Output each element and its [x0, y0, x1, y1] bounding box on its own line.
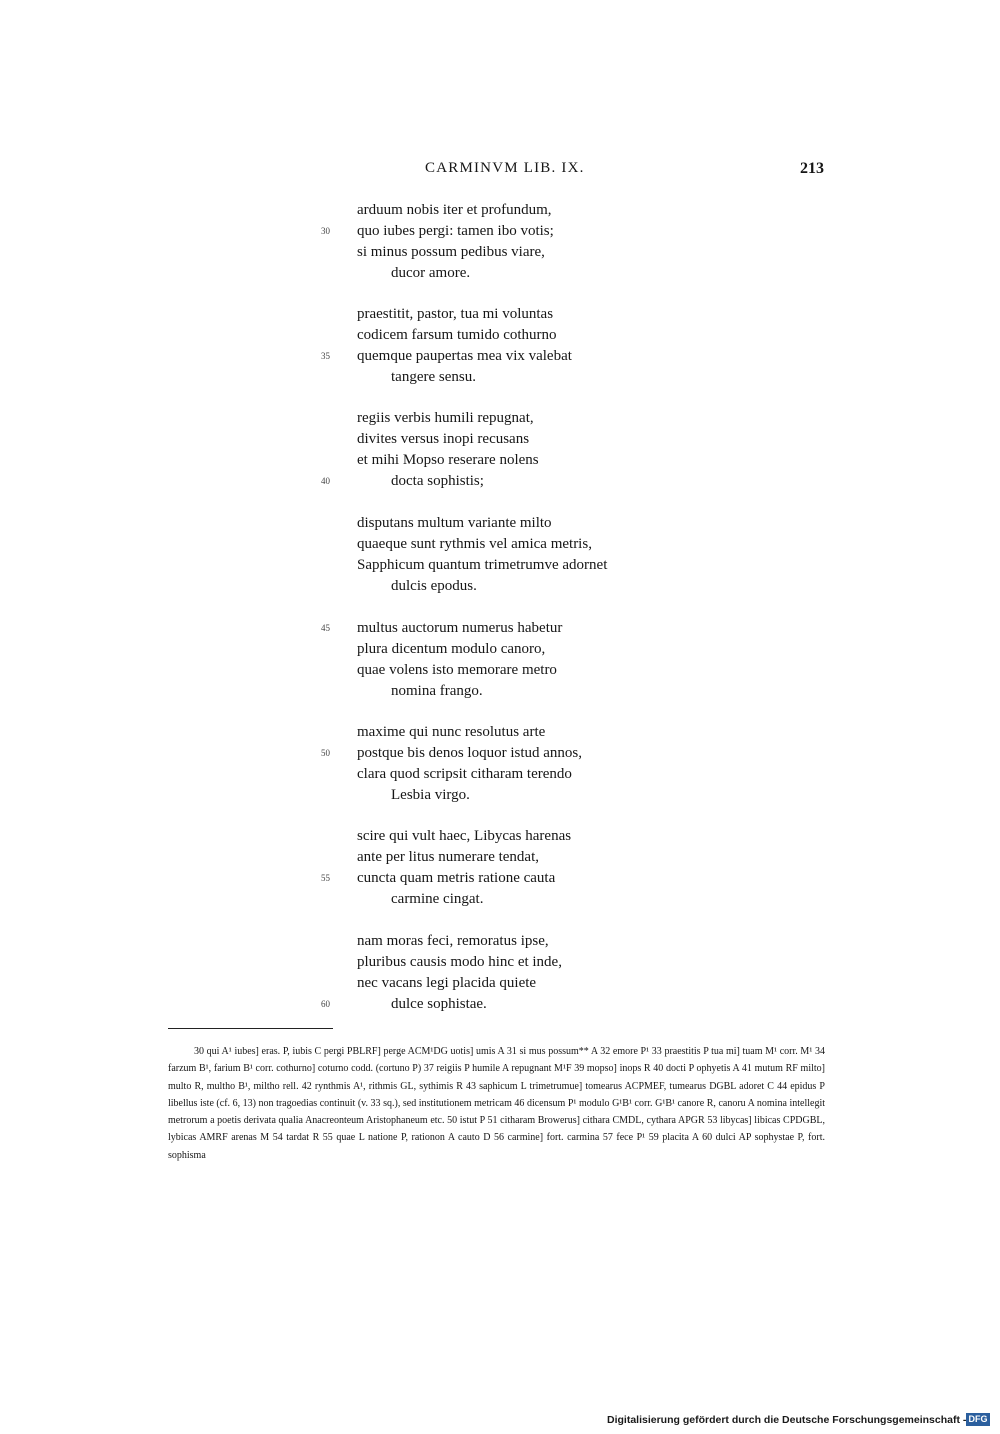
- stanza: [321, 304, 777, 388]
- verse-text: quo iubes pergi: tamen ibo votis;: [357, 223, 554, 239]
- line-number: 40: [321, 476, 330, 486]
- verse-text: et mihi Mopso reserare nolens: [357, 452, 539, 468]
- verse-line: [357, 325, 777, 346]
- verse-line: [357, 681, 777, 702]
- verse-text: disputans multum variante milto: [357, 515, 552, 531]
- line-number: 30: [321, 226, 330, 236]
- stanza: [321, 722, 777, 806]
- verse-line: [357, 200, 777, 221]
- verse-line: [357, 973, 777, 994]
- verse-text: ducor amore.: [391, 265, 471, 281]
- verse-line: [357, 847, 777, 868]
- verse-line: [357, 304, 777, 325]
- verse-text: plura dicentum modulo canoro,: [357, 641, 546, 657]
- line-number: 35: [321, 351, 330, 361]
- verse-line: [357, 367, 777, 388]
- verse-text: postque bis denos loquor istud annos,: [357, 745, 582, 761]
- verse-text: nomina frango.: [391, 683, 483, 699]
- verse-line: [357, 513, 777, 534]
- verse-text: dulce sophistae.: [391, 996, 487, 1012]
- verse-line: [321, 346, 777, 367]
- digitization-credit: Digitalisierung gefördert durch die Deutsche Forschungsgemeinschaft -: [607, 1414, 967, 1426]
- line-number: 50: [321, 748, 330, 758]
- verse-text: tangere sensu.: [391, 369, 476, 385]
- verse-text: cuncta quam metris ratione cauta: [357, 870, 556, 886]
- verse-line: [321, 471, 777, 492]
- verse-text: pluribus causis modo hinc et inde,: [357, 954, 562, 970]
- verse-text: quae volens isto memorare metro: [357, 662, 557, 678]
- verse-text: divites versus inopi recusans: [357, 431, 530, 447]
- apparatus-text: 30 qui A¹ iubes] eras. P, iubis C pergi PBLRF] perge ACM¹DG uotis] umis A 31 si mus possum** A 32 emore P¹ 33 praestitis P tua mi] tuam M¹ corr. M¹ 34 farzum B¹, farium B¹ corr. cothurno] coturno codd. (cortuno P) 37 reigiis P humile A repugnant M¹F 39 mopso] inops R 40 docti P ophyetis A 41 mutum RF milto] multo R, multho B¹, miltho rell. 42 rynthmis A¹, rithmis GL, sythimis R 43 saphicum L trimetrumue] tomearus ACPMEF, tumearus DGBL adoret C 44 epidus P libellus iste (cf. 6, 13) non tragoedias continuit (v. 33 sq.), sed institutionem metricam 46 dicensum P¹ modulo G¹B¹ corr. G¹B¹ canore R, canoru A nomina intellegit metrorum a poetis derivata qualia Anacreonteum Aristophaneum etc. 50 istut P 51 citharam Browerus] cithara CMDL, cythara APGR 53 libycas] libicas CPDGBL, lybicas AMRF arenas M 54 tardat R 55 quae L natione P, rationon A cauto D 56 carmine] fort. carmina 57 fece P¹ 59 placita A 60 dulci AP sophystae P, fort. sophisma: [168, 1046, 825, 1161]
- verse-line: [357, 429, 777, 450]
- verse-line: [357, 889, 777, 910]
- verse-text: arduum nobis iter et profundum,: [357, 202, 552, 218]
- verse-line: [321, 743, 777, 764]
- verse-text: Lesbia virgo.: [391, 787, 470, 803]
- page-number: 213: [800, 160, 824, 177]
- verse-line: [357, 639, 777, 660]
- running-title: CARMINVM LIB. IX.: [425, 160, 585, 176]
- verse-text: clara quod scripsit citharam terendo: [357, 766, 572, 782]
- verse-text: nec vacans legi placida quiete: [357, 975, 537, 991]
- stanza: [321, 826, 777, 910]
- verse-text: dulcis epodus.: [391, 578, 477, 594]
- verse-text: si minus possum pedibus viare,: [357, 244, 545, 260]
- verse-text: carmine cingat.: [391, 891, 484, 907]
- stanza: [357, 513, 777, 597]
- footnote-rule: [168, 1028, 333, 1029]
- verse-text: quemque paupertas mea vix valebat: [357, 348, 572, 364]
- verse-text: ante per litus numerare tendat,: [357, 849, 540, 865]
- line-number: 55: [321, 873, 330, 883]
- verse-line: [357, 242, 777, 263]
- verse-text: maxime qui nunc resolutus arte: [357, 724, 546, 740]
- verse-line: [357, 534, 777, 555]
- verse-text: nam moras feci, remoratus ipse,: [357, 933, 549, 949]
- verse-line: [321, 868, 777, 889]
- stanza: [321, 200, 777, 284]
- verse-line: [321, 618, 777, 639]
- verse-text: codicem farsum tumido cothurno: [357, 327, 557, 343]
- verse-text: regiis verbis humili repugnat,: [357, 410, 534, 426]
- verse-line: [357, 555, 777, 576]
- verse-text: scire qui vult haec, Libycas harenas: [357, 828, 572, 844]
- dfg-logo-icon: DFG: [966, 1413, 990, 1426]
- verse-text: multus auctorum numerus habetur: [357, 620, 563, 636]
- verse-line: [357, 660, 777, 681]
- stanza: [321, 408, 777, 492]
- verse-text: docta sophistis;: [391, 473, 484, 489]
- verse-text: praestitit, pastor, tua mi voluntas: [357, 306, 554, 322]
- critical-apparatus: [168, 1043, 825, 1164]
- verse-line: [357, 263, 777, 284]
- stanza: [321, 618, 777, 702]
- line-number: 45: [321, 623, 330, 633]
- verse-text: Sapphicum quantum trimetrumve adornet: [357, 557, 608, 573]
- stanza: [321, 931, 777, 1015]
- verse-text: quaeque sunt rythmis vel amica metris,: [357, 536, 592, 552]
- line-number: 60: [321, 999, 330, 1009]
- verse-line: [357, 450, 777, 471]
- verse-line: [357, 764, 777, 785]
- verse-line: [357, 931, 777, 952]
- verse-line: [357, 826, 777, 847]
- verse-line: [321, 221, 777, 242]
- verse-line: [357, 722, 777, 743]
- verse-line: [357, 408, 777, 429]
- verse-line: [321, 994, 777, 1015]
- verse-line: [357, 952, 777, 973]
- verse-line: [357, 576, 777, 597]
- verse-line: [357, 785, 777, 806]
